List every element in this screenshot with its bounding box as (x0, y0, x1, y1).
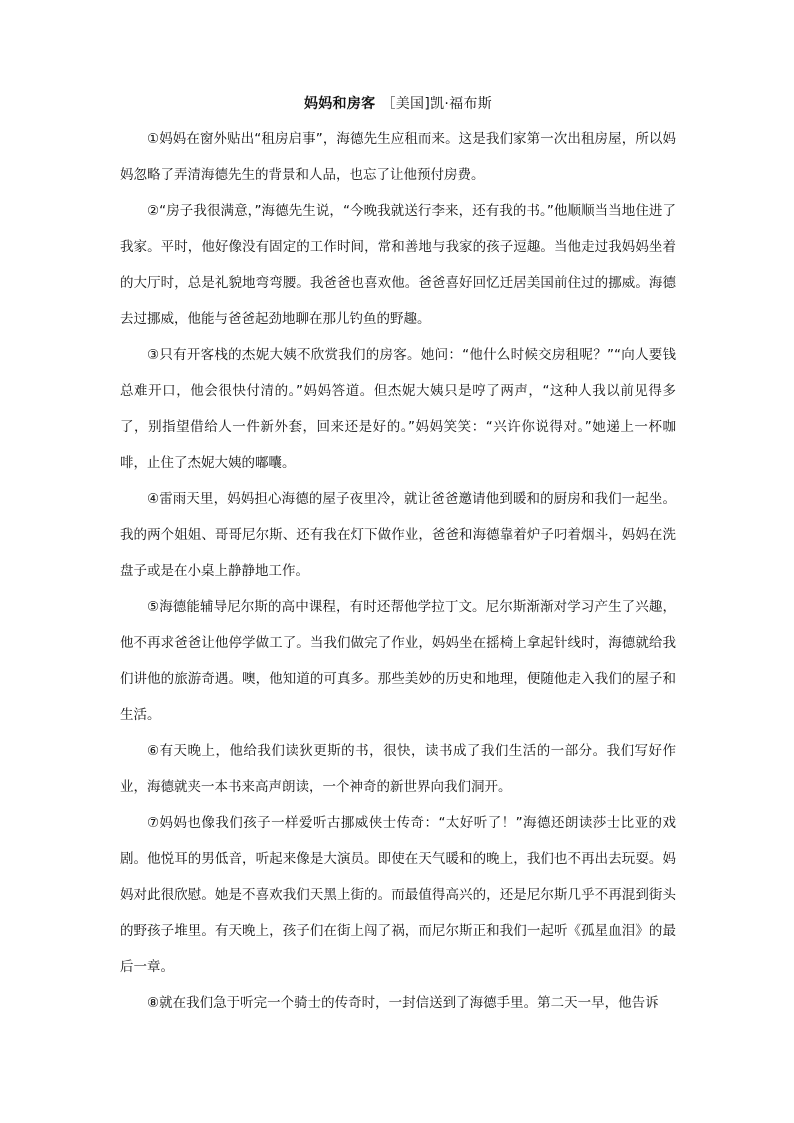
paragraph-7: ⑦妈妈也像我们孩子一样爱听古挪威侠士传奇：“太好听了！”海德还朗读莎士比亚的戏剧。他悦耳的男低音，听起来像是大演员。即使在天气暖和的晚上，我们也不再出去玩耍。妈妈对此很欣慰。她是不喜欢我们天黑上街的。而最值得高兴的，还是尼尔斯几乎不再混到街头的野孩子堆里。有天晚上，孩子们在街上闯了祸，而尼尔斯正和我们一起听《孤星血泪》的最后一章。 (120, 815, 676, 975)
paragraph-4: ④雷雨天里，妈妈担心海德的屋子夜里冷，就让爸爸邀请他到暖和的厨房和我们一起坐。我的两个姐姐、哥哥尼尔斯、还有我在灯下做作业，爸爸和海德靠着炉子叼着烟斗，妈妈在洗盘子或是在小桌上静静地工作。 (120, 491, 676, 579)
document-page (120, 93, 676, 1021)
paragraph-3: ③只有开客栈的杰妮大姨不欣赏我们的房客。她问：“他什么时候交房租呢？”“向人要钱总难开口，他会很快付清的。”妈妈答道。但杰妮大姨只是哼了两声，“这种人我以前见得多了，别指望借给人一件新外套，回来还是好的。”妈妈笑笑：“兴许你说得对。”她递上一杯咖啡，止住了杰妮大姨的嘟囔。 (120, 347, 676, 471)
document-title: 妈妈和房客 (303, 96, 376, 112)
paragraph-2: ②“房子我很满意，”海德先生说，“今晚我就送行李来，还有我的书。”他顺顺当当地住进了我家。平时，他好像没有固定的工作时间，常和善地与我家的孩子逗趣。当他走过我妈妈坐着的大厅时，总是礼貌地弯弯腰。我爸爸也喜欢他。爸爸喜好回忆迁居美国前住过的挪威。海德去过挪威，他能与爸爸起劲地聊在那儿钓鱼的野趣。 (120, 203, 676, 327)
paragraph-1: ①妈妈在窗外贴出“租房启事”，海德先生应租而来。这是我们家第一次出租房屋，所以妈妈忽略了弄清海德先生的背景和人品，也忘了让他预付房费。 (120, 131, 676, 183)
paragraph-8: ⑧就在我们急于听完一个骑士的传奇时，一封信送到了海德手里。第二天一早，他告诉 (147, 995, 659, 1011)
document-author: ［美国]凯·福布斯 (381, 96, 493, 112)
title-line (120, 93, 676, 115)
paragraph-6: ⑥有天晚上，他给我们读狄更斯的书，很快，读书成了我们生活的一部分。我们写好作业，海德就夹一本书来高声朗读，一个神奇的新世界向我们洞开。 (120, 743, 676, 795)
paragraph-5: ⑤海德能辅导尼尔斯的高中课程，有时还帮他学拉丁文。尼尔斯渐渐对学习产生了兴趣，他不再求爸爸让他停学做工了。当我们做完了作业，妈妈坐在摇椅上拿起针线时，海德就给我们讲他的旅游奇遇。噢，他知道的可真多。那些美妙的历史和地理，便随他走入我们的屋子和生活。 (120, 599, 676, 723)
